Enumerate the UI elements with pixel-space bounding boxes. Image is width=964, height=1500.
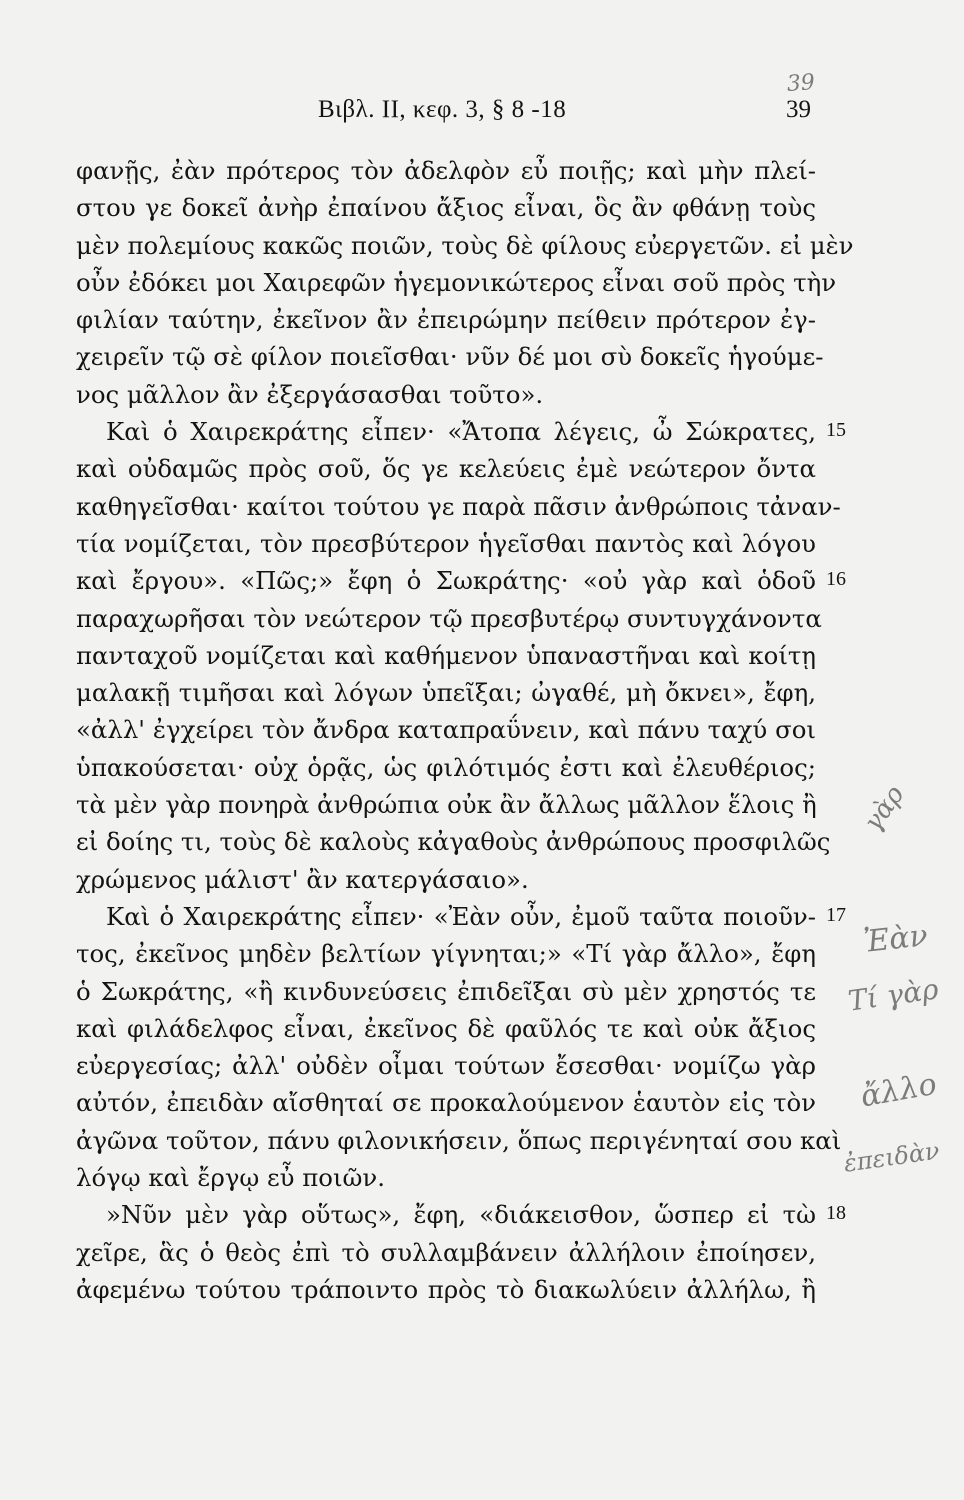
text-line: ἀγῶνα τοῦτον, πάνυ φιλονικήσειν, ὅπως περιγένηταί σου καὶ [76,1125,842,1155]
section-number: 18 [826,1202,846,1225]
text-line: καὶ ἔργου». «Πῶς;» ἔφη ὁ Σωκράτης· «οὐ γὰρ καὶ ὁδοῦ [76,566,816,596]
text-line: πανταχοῦ νομίζεται καὶ καθήμενον ὑπαναστῆναι καὶ κοίτῃ [76,640,816,670]
text-line: χρώμενος μάλιστ' ἂν κατεργάσαιο». [76,864,529,894]
text-line: εἰ δοίης τι, τοὺς δὲ καλοὺς κἀγαθοὺς ἀνθρώπους προσφιλῶς [76,827,831,857]
text-line: «ἀλλ' ἐγχείρει τὸν ἄνδρα καταπραΰνειν, καὶ πάνυ ταχύ σοι [76,715,816,745]
text-line: λόγῳ καὶ ἔργῳ εὖ ποιῶν. [76,1163,386,1193]
handwritten-page-number: 39 [786,70,816,97]
running-head: Βιβλ. ΙΙ, κεφ. 3, § 8 -18 [318,96,567,123]
text-line: ὁ Σωκράτης, «ἢ κινδυνεύσεις ἐπιδεῖξαι σὺ μὲν χρηστός τε [76,976,816,1006]
text-line: στου γε δοκεῖ ἀνὴρ ἐπαίνου ἄξιος εἶναι, ὃς ἂν φθάνῃ τοὺς [76,193,816,223]
page-header [0,96,964,132]
text-line: νος μᾶλλον ἂν ἐξεργάσασθαι τοῦτο». [76,379,544,409]
text-line: τία νομίζεται, τὸν πρεσβύτερον ἡγεῖσθαι παντὸς καὶ λόγου [76,528,816,558]
text-line: ὑπακούσεται· οὐχ ὁρᾷς, ὡς φιλότιμός ἐστι καὶ ἐλευθέριος; [76,752,816,782]
text-line: φανῇς, ἐὰν πρότερος τὸν ἀδελφὸν εὖ ποιῇς; καὶ μὴν πλεί- [76,156,816,185]
text-line: χεῖρε, ἃς ὁ θεὸς ἐπὶ τὸ συλλαμβάνειν ἀλλήλοιν ἐποίησεν, [76,1237,816,1267]
section-number: 15 [826,419,846,442]
handwritten-note: Ἐὰν [862,918,930,960]
text-line: μὲν πολεμίους κακῶς ποιῶν, τοὺς δὲ φίλους εὐεργετῶν. εἰ μὲν [76,230,854,260]
text-line: οὖν ἐδόκει μοι Χαιρεφῶν ἡγεμονικώτερος εἶναι σοῦ πρὸς τὴν [76,267,837,297]
handwritten-note: Τί γὰρ [846,972,941,1018]
handwritten-note: ἐπειδὰν [842,1136,942,1178]
text-line: παραχωρῆσαι τὸν νεώτερον τῷ πρεσβυτέρῳ συντυγχάνοντα [76,603,822,633]
section-number: 17 [826,904,846,926]
text-line: καὶ φιλάδελφος εἶναι, ἐκεῖνος δὲ φαῦλός τε καὶ οὐκ ἄξιος [76,1013,816,1043]
text-line: καὶ οὐδαμῶς πρὸς σοῦ, ὅς γε κελεύεις ἐμὲ νεώτερον ὄντα [76,454,816,484]
text-line: ἀφεμένω τούτου τράποιντο πρὸς τὸ διακωλύειν ἀλλήλω, ἢ [76,1274,816,1304]
text-line: φιλίαν ταύτην, ἐκεῖνον ἂν ἐπειρώμην πείθειν πρότερον ἐγ- [76,305,816,335]
section-number: 16 [826,568,846,591]
text-line: Καὶ ὁ Χαιρεκράτης εἶπεν· «Ἄτοπα λέγεις, ὦ Σώκρατες, [106,417,816,447]
text-line: »Νῦν μὲν γὰρ οὕτως», ἔφη, «διάκεισθον, ὥσπερ εἰ τὼ [106,1200,816,1230]
text-line: εὐεργεσίας; ἀλλ' οὐδὲν οἶμαι τούτων ἔσεσθαι· νομίζω γὰρ [76,1051,816,1081]
handwritten-note: ἄλλο [858,1066,940,1115]
text-line: τὰ μὲν γὰρ πονηρὰ ἀνθρώπια οὐκ ἂν ἄλλως μᾶλλον ἕλοις ἢ [76,790,817,820]
text-line: τος, ἐκεῖνος μηδὲν βελτίων γίγνηται;» «Τί γὰρ ἄλλο», ἔφη [76,939,816,969]
text-line: χειρεῖν τῷ σὲ φίλον ποιεῖσθαι· νῦν δέ μοι σὺ δοκεῖς ἡγούμε- [76,342,824,372]
page-number: 39 [786,96,811,123]
text-line: μαλακῇ τιμῆσαι καὶ λόγων ὑπεῖξαι; ὠγαθέ, μὴ ὄκνει», ἔφη, [76,678,816,708]
text-line: καθηγεῖσθαι· καίτοι τούτου γε παρὰ πᾶσιν ἀνθρώποις τἀναν- [76,491,841,521]
text-line: Καὶ ὁ Χαιρεκράτης εἶπεν· «Ἐὰν οὖν, ἐμοῦ ταῦτα ποιοῦν- [106,901,816,931]
text-line: αὐτόν, ἐπειδὰν αἴσθηταί σε προκαλούμενον ἑαυτὸν εἰς τὸν [76,1088,816,1118]
handwritten-note: γὰρ [858,780,911,838]
